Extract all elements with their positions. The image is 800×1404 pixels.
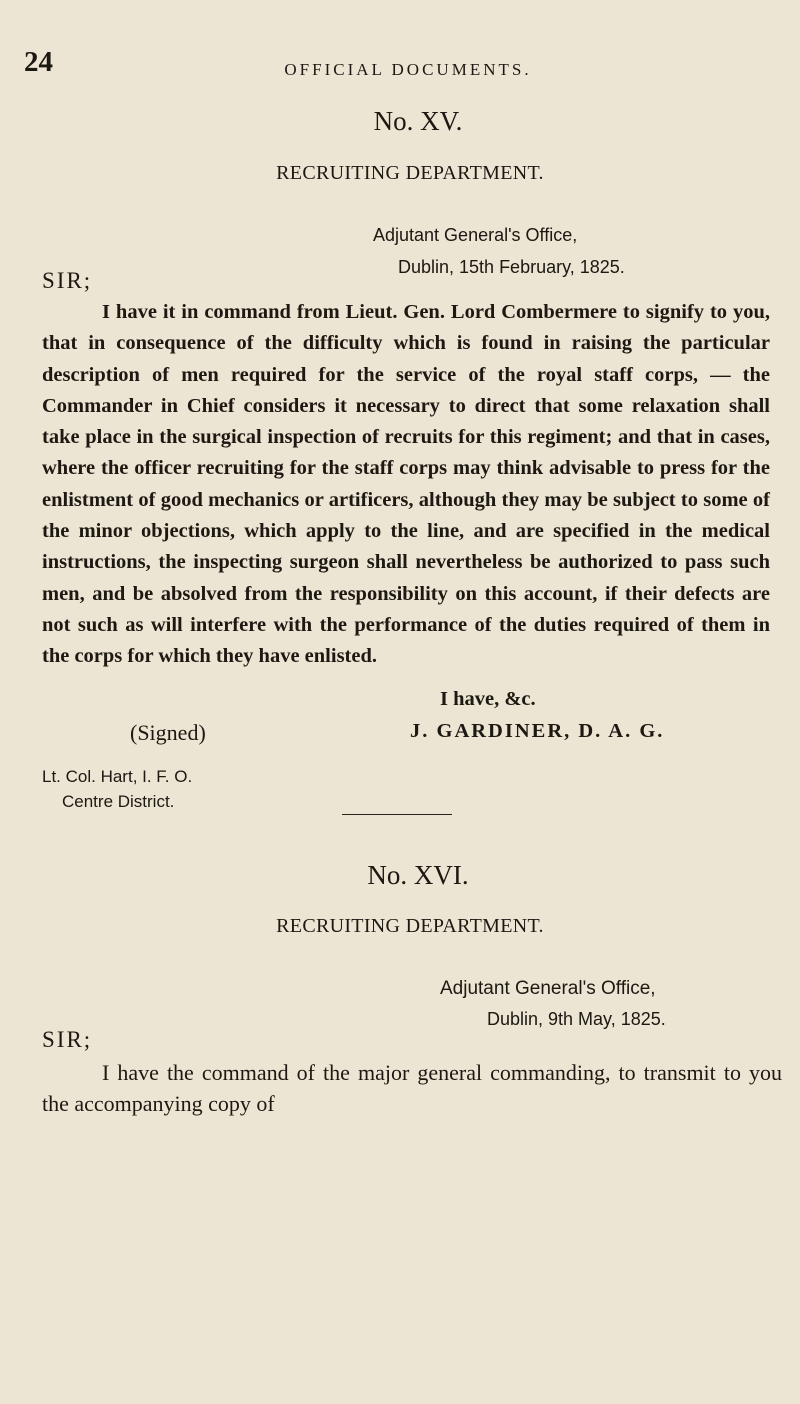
department-heading: RECRUITING DEPARTMENT.: [276, 915, 544, 937]
letter-body: I have the command of the major general commanding, to transmit to you the accompanying copy of: [42, 1060, 782, 1116]
addressee-line-2: Centre District.: [62, 792, 175, 811]
department-heading: RECRUITING DEPARTMENT.: [276, 162, 544, 184]
signed-label: (Signed): [130, 720, 206, 745]
section-divider: [342, 814, 452, 815]
place-date-line: Dublin, 9th May, 1825.: [487, 1009, 666, 1029]
office-line: Adjutant General's Office,: [440, 978, 656, 999]
closing: I have, &c.: [440, 688, 536, 710]
salutation: SIR;: [42, 268, 93, 293]
salutation: SIR;: [42, 1027, 93, 1052]
document-number: No. XV.: [373, 106, 463, 136]
place-date-line: Dublin, 15th February, 1825.: [398, 257, 625, 277]
document-number: No. XVI.: [367, 860, 469, 890]
office-line: Adjutant General's Office,: [373, 225, 578, 245]
letter-body: I have it in command from Lieut. Gen. Lord Combermere to signify to you, that in consequence of the difficulty which is found in raising the particular description of men required for the service of the royal staff corps, — the Commander in Chief considers it necessary to direct that some relaxation shall take place in the surgical inspection of recruits for this regiment; and that in cases, where the officer recruiting for the staff corps may think advisable to press for the enlistment of good mechanics or artificers, although they may be subject to some of the minor objections, which apply to the line, and are specified in the medical instructions, the inspecting surgeon shall nevertheless be authorized to pass such men, and be absolved from the responsibility on this account, if their defects are not such as will interfere with the performance of the duties required of them in the corps for which they have enlisted.: [42, 301, 770, 668]
running-head: OFFICIAL DOCUMENTS.: [284, 60, 532, 79]
signature: J. GARDINER, D. A. G.: [410, 720, 665, 742]
addressee-line-1: Lt. Col. Hart, I. F. O.: [42, 767, 193, 786]
page-number: 24: [24, 46, 53, 78]
